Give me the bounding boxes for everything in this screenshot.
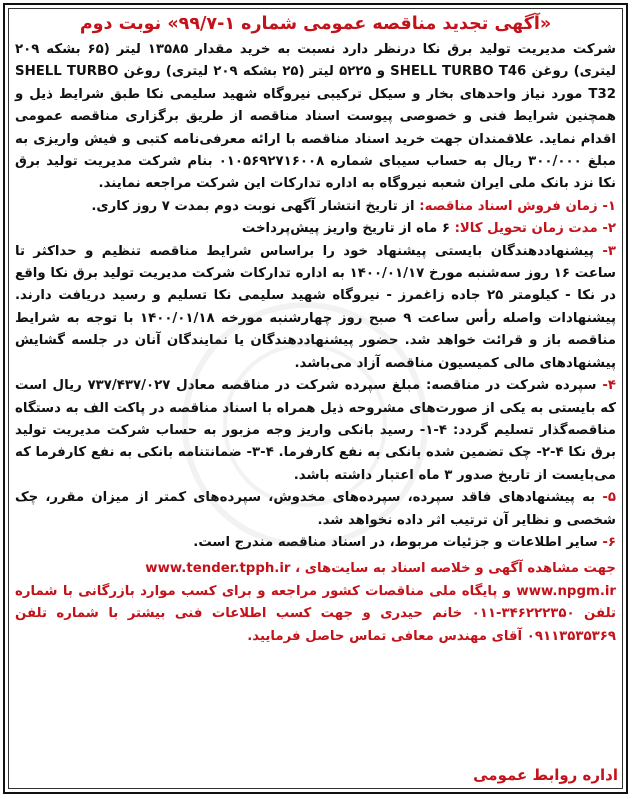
website-npgm-link[interactable]: www.npgm.ir [516,583,616,599]
intro-paragraph: شرکت مدیریت تولید برق نکا درنظر دارد نسبت به خرید مقدار ۱۳۵۸۵ لیتر (۶۵ بشکه ۲۰۹ لیتری) روغن SHELL TURBO T46 و ۵۲۲۵ لیتر (۲۵ بشکه ۲۰۹ لیتری) روغن SHELL TURBO T32 مورد نیاز واحدهای بخار و سیکل ترکیبی نیروگاه شهید سلیمی نکا طبق شرایط ذیل و همچنین شرایط فنی و خصوصی پیوست اسناد مناقصه از طریق برگزاری مناقصه عمومی اقدام نماید. علاقمندان جهت خرید اسناد مناقصه با ارائه معرفی‌نامه کتبی و فیش واریزی به مبلغ ۳۰۰/۰۰۰ ریال به حساب سیبای شماره ۰۱۰۵۶۹۲۷۱۶۰۰۸ بنام شرکت مدیریت تولید برق نکا نزد بانک ملی ایران شعبه نیروگاه به اداره تدارکات این شرکت مراجعه نمایند. [15,42,616,192]
item-1-text: از تاریخ انتشار آگهی نوبت دوم بمدت ۷ روز کاری. [91,198,415,214]
public-relations-signature: اداره روابط عمومی [473,766,618,784]
item-5-text: به پیشنهادهای فاقد سپرده، سپرده‌های مخدوش، سپرده‌های کمتر از میزان مقرر، چک شخصی و نظایر آن ترتیب اثر داده نخواهد شد. [15,490,616,528]
contact-line-1: جهت مشاهده آگهی و خلاصه اسناد به سایت‌های ، [295,561,616,577]
item-4-text: سپرده شرکت در مناقصه: مبلغ سپرده شرکت در مناقصه معادل ۷۳۷/۴۳۷/۰۲۷ ریال است که بایستی به یکی از صورت‌های مشروحه ذیل همراه با اسناد مناقصه در پاکت الف به دستگاه مناقصه‌گذار تسلیم گردد: ۴-۱- رسید بانکی واریز وجه مزبور به حساب شرکت مدیریت تولید برق نکا ۴-۲- چک تضمین شده بانکی به نفع کارفرما. ۴-۳- ضمانتنامه بانکی به نفع کارفرما که می‌بایست از تاریخ صدور ۳ ماه اعتبار داشته باشد. [15,378,617,483]
contact-line-2: و پایگاه ملی مناقصات کشور مراجعه و برای کسب موارد بازرگانی با شماره تلفن ۳۴۶۲۲۲۳۵۰-۰۱۱ خانم حیدری و جهت کسب اطلاعات فنی بیشتر با شماره تلفن ۰۹۱۱۳۵۳۵۳۶۹ آقای مهندس معافی تماس حاصل فرمایید. [15,583,616,644]
item-1-label: زمان فروش اسناد مناقصه: [419,198,598,214]
notice-frame [3,3,628,794]
item-6-text: سایر اطلاعات و جزئیات مربوط، در اسناد مناقصه مندرج است. [193,534,598,550]
item-2-number: ۲- [602,221,616,237]
item-2-text: ۶ ماه از تاریخ واریز پیش‌پرداخت [241,221,450,237]
item-6-number: ۶- [602,534,616,550]
item-1-number: ۱- [602,198,616,214]
website-tender-link[interactable]: www.tender.tpph.ir [145,561,291,577]
item-4-number: ۴- [602,378,616,394]
notice-inner-border [8,8,623,789]
item-3-number: ۳- [602,243,616,259]
notice-title: «آگهی تجدید مناقصه عمومی شماره ۱-۹۹/۷» نوبت دوم [79,14,552,34]
item-5-number: ۵- [602,490,617,506]
item-3-text: پیشنهاددهندگان بایستی پیشنهاد خود را براساس شرایط مناقصه تنظیم و حداکثر تا ساعت ۱۶ روز سه‌شنبه مورخ ۱۴۰۰/۰۱/۱۷ به اداره تدارکات شرکت مدیریت تولید برق نکا واقع در نکا - کیلومتر ۲۵ جاده زاغمرز - نیروگاه شهید سلیمی نکا تسلیم و رسید دریافت دارند. پیشنهادات واصله رأس ساعت ۹ صبح روز چهارشنبه مورخه ۱۴۰۰/۰۱/۱۸ با توجه به شرایط مناقصه باز و قرائت خواهد شد. حضور پیشنهاددهندگان یا نمایندگان آنان در جلسه گشایش پیشنهادهای مالی کمیسیون مناقصه آزاد می‌باشد. [15,243,617,371]
item-2-label: مدت زمان تحویل کالا: [454,221,598,237]
